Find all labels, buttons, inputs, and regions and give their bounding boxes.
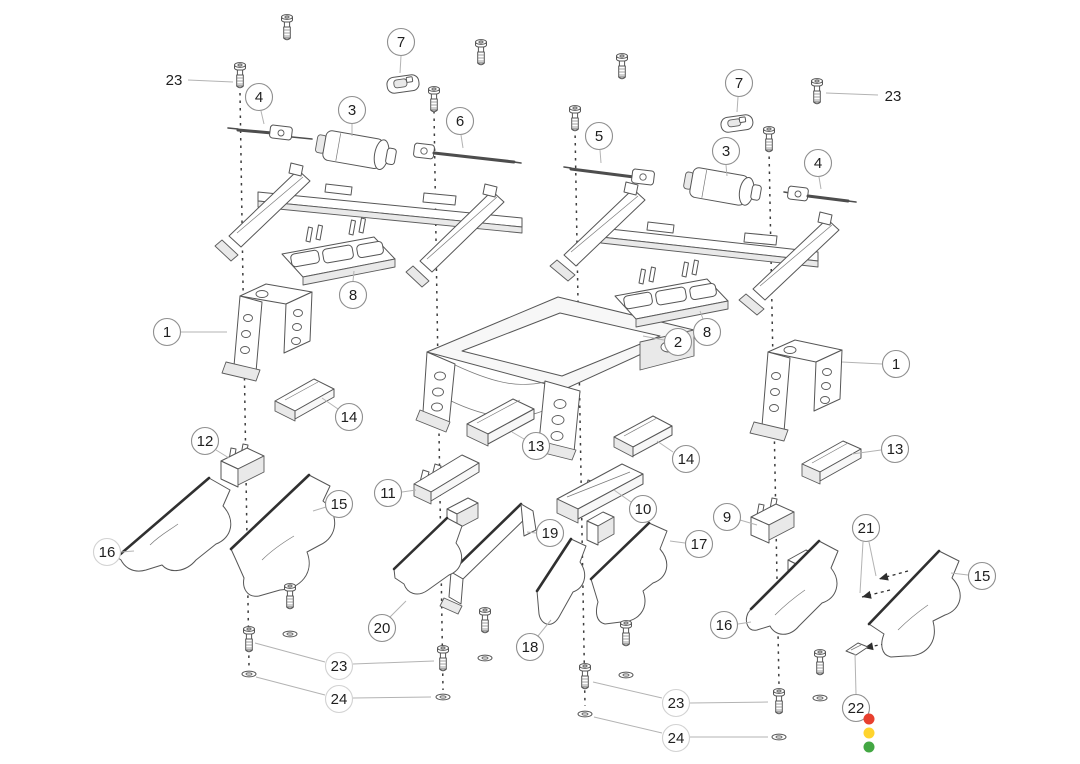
callout-number: 4 (254, 89, 264, 107)
part-14-bracket-right (614, 416, 672, 457)
callout-part-7 (388, 29, 415, 74)
callout-leader-line (400, 56, 401, 73)
callout-part-22 (843, 654, 870, 722)
callout-number: 7 (396, 34, 406, 52)
part-small-bracket-b (587, 512, 614, 545)
callout-leader-line (826, 93, 878, 95)
callout-number: 15 (330, 496, 348, 514)
callout-part-8 (694, 311, 721, 346)
callout-number: 3 (721, 143, 731, 161)
callout-number: 9 (722, 509, 732, 527)
callout-part-16 (711, 612, 752, 639)
callout-leader-line (216, 450, 229, 458)
screw-fastener (815, 650, 826, 675)
washer-fastener (772, 734, 786, 740)
screw-fastener (235, 63, 246, 88)
callout-number: 20 (373, 620, 391, 638)
screw-fastener (812, 79, 823, 104)
callout-leader-line (819, 177, 821, 189)
washer-fastener (478, 655, 492, 661)
callout-part-24 (594, 717, 768, 752)
callout-leader-line (353, 697, 431, 698)
part-15-cover-right (869, 551, 960, 657)
part-15-cover-left (231, 475, 335, 596)
part-1-riser-bracket-left (222, 284, 312, 381)
callout-leader-line (461, 135, 463, 148)
callout-number: 16 (98, 544, 116, 562)
callout-number: 1 (162, 324, 172, 342)
callout-part-11 (375, 480, 417, 507)
callout-part-24 (256, 677, 431, 713)
part-22-clip (846, 643, 868, 655)
callout-number: 1 (891, 356, 901, 374)
callout-number: 16 (715, 617, 733, 635)
screw-fastener (617, 54, 628, 79)
callout-leader-line (594, 717, 662, 733)
callout-number: 14 (677, 451, 695, 469)
callout-number: 15 (973, 568, 991, 586)
callout-part-23 (166, 72, 233, 89)
screw-fastener (282, 15, 293, 40)
callout-number: 21 (857, 520, 875, 538)
callout-number: 24 (330, 691, 348, 709)
callout-part-3 (713, 138, 740, 177)
status-dot-green (864, 742, 875, 753)
callout-part-23 (593, 682, 768, 717)
callout-leader-line (188, 80, 233, 82)
callout-leader-line (255, 643, 325, 662)
callout-part-14 (322, 398, 363, 431)
callout-number: 18 (521, 639, 539, 657)
part-3-motor-right (682, 166, 763, 209)
arrowhead-icon (879, 573, 889, 581)
callout-part-20 (369, 601, 407, 642)
part-13-bracket-right (802, 441, 861, 484)
callout-leader-line (600, 150, 601, 163)
washer-fastener (242, 671, 256, 677)
callout-part-23 (255, 643, 434, 680)
callout-number: 19 (541, 525, 559, 543)
washer-fastener (813, 695, 827, 701)
callout-number: 22 (847, 700, 865, 718)
callout-leader-line (869, 542, 876, 576)
callout-part-1 (842, 351, 910, 378)
screw-fastener (244, 627, 255, 652)
callout-number: 23 (165, 72, 183, 90)
part-4-drive-cable-right (784, 186, 856, 202)
callout-number: 13 (527, 438, 545, 456)
callout-number: 3 (347, 102, 357, 120)
status-dot-red (864, 714, 875, 725)
callout-leader-line (390, 601, 406, 617)
callout-leader-line (860, 542, 863, 593)
part-16-cover-right (746, 541, 838, 634)
screw-fastener (438, 646, 449, 671)
callout-part-4 (805, 150, 832, 190)
callout-number: 8 (348, 287, 358, 305)
callout-part-7 (726, 70, 753, 113)
part-1-riser-bracket-right (750, 340, 842, 441)
callout-part-14 (657, 441, 700, 473)
part-12-bracket (221, 444, 264, 487)
part-7-clip-left (386, 74, 420, 94)
callout-number: 2 (673, 334, 683, 352)
callout-part-12 (192, 428, 230, 459)
callout-part-18 (517, 620, 552, 661)
screw-fastener (621, 621, 632, 646)
callout-number: 5 (594, 128, 604, 146)
washer-fastener (619, 672, 633, 678)
part-5-drive-shaft (564, 167, 655, 185)
callout-part-21 (853, 515, 880, 594)
callout-number: 23 (330, 658, 348, 676)
screw-fastener (570, 106, 581, 131)
screw-fastener (429, 87, 440, 112)
arrowhead-icon (862, 591, 872, 599)
callout-number: 14 (340, 409, 358, 427)
callout-leader-line (256, 677, 325, 695)
part-3-motor-left (314, 128, 398, 171)
callout-part-5 (586, 123, 613, 164)
part-6-drive-shaft (413, 143, 521, 163)
part-7-clip-right (720, 114, 754, 133)
callout-number: 4 (813, 155, 823, 173)
screw-fastener (764, 127, 775, 152)
callout-leader-line (670, 541, 685, 543)
callout-number: 24 (667, 730, 685, 748)
callout-number: 23 (667, 695, 685, 713)
callout-leader-line (690, 702, 768, 703)
callout-part-1 (154, 319, 228, 346)
part-9-bracket (751, 498, 794, 543)
status-dot-yellow (864, 728, 875, 739)
callout-number: 8 (702, 324, 712, 342)
callout-part-23 (826, 88, 901, 105)
callout-leader-line (261, 111, 264, 124)
callout-number: 23 (884, 88, 902, 106)
callout-number: 12 (196, 433, 214, 451)
screw-fastener (480, 608, 491, 633)
callout-part-3 (339, 97, 366, 137)
callout-leader-line (512, 432, 524, 439)
screw-fastener (285, 584, 296, 609)
part-11-slide (414, 455, 479, 504)
callout-leader-line (842, 362, 882, 364)
part-8-spacer-block-left (282, 218, 395, 285)
screw-fastener (580, 664, 591, 689)
callout-number: 7 (734, 75, 744, 93)
callout-number: 10 (634, 501, 652, 519)
callout-leader-line (593, 682, 662, 698)
callout-part-13 (512, 432, 550, 460)
washer-fastener (283, 631, 297, 637)
callout-part-6 (447, 108, 474, 149)
callout-part-17 (670, 531, 713, 558)
screw-fastener (774, 689, 785, 714)
callout-leader-line (353, 661, 434, 664)
callout-leader-line (737, 97, 738, 112)
screw-fastener (476, 40, 487, 65)
part-16-cover-left (117, 478, 231, 571)
part-18-cover (537, 539, 586, 624)
callout-number: 17 (690, 536, 708, 554)
callout-number: 13 (886, 441, 904, 459)
washer-fastener (436, 694, 450, 700)
callout-part-4 (246, 84, 273, 125)
callout-leader-line (657, 441, 673, 452)
washer-fastener (578, 711, 592, 717)
callout-number: 6 (455, 113, 465, 131)
callout-number: 11 (380, 485, 396, 503)
parts-layer (117, 74, 960, 657)
callout-part-9 (714, 504, 758, 531)
callout-leader-line (855, 654, 856, 694)
callout-part-10 (614, 490, 657, 523)
